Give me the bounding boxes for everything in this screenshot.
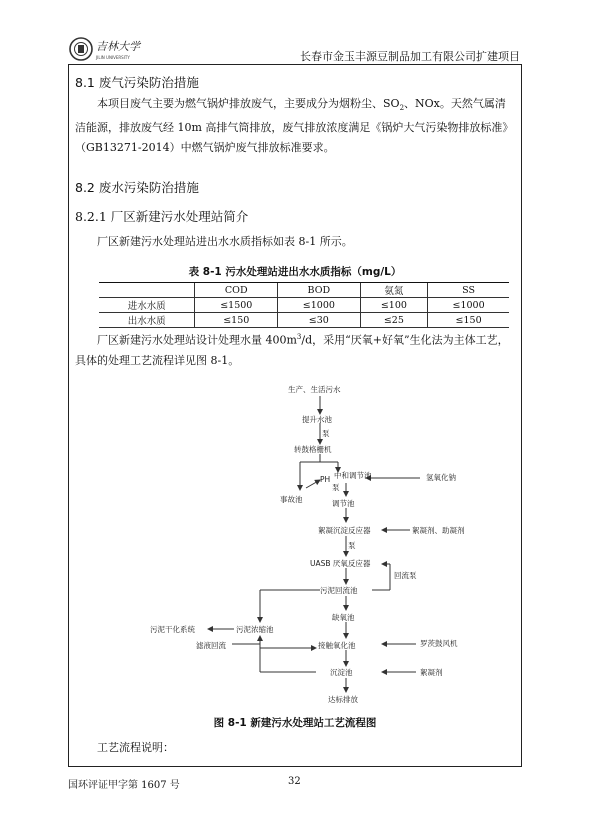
node-sludge-dry: 污泥干化系统 — [150, 625, 195, 634]
table-row — [99, 298, 509, 313]
node-accident: 事故池 — [280, 495, 303, 504]
node-settle: 沉淀池 — [330, 668, 353, 677]
table-cell: ≤100 — [360, 298, 428, 313]
section-8-1-title: 8.1 废气污染防治措施 — [75, 75, 199, 90]
node-discharge: 达标排放 — [328, 695, 358, 704]
node-coag-agent: 絮凝剂、助凝剂 — [412, 526, 465, 535]
table-cell: ≤150 — [195, 313, 278, 328]
table-header-cell: BOD — [278, 283, 361, 298]
node-anoxic: 缺氧池 — [332, 613, 355, 622]
table-cell: ≤1000 — [278, 298, 361, 313]
process-label: 工艺流程说明： — [97, 741, 174, 754]
table-cell: ≤1000 — [428, 298, 509, 313]
node-pump-1: 泵 — [322, 429, 330, 438]
section-8-2-1-paragraph: 厂区新建污水处理站进出水水质指标如表 8-1 所示。 — [97, 235, 353, 248]
table-cell: 进水水质 — [99, 298, 195, 313]
section-8-2-title: 8.2 废水污染防治措施 — [75, 180, 199, 195]
logo-subtext: JILIN UNIVERSITY — [96, 55, 130, 60]
table-cell: ≤1500 — [195, 298, 278, 313]
node-sludge-return: 污泥回流池 — [320, 586, 358, 595]
table-header-cell: 氨氮 — [360, 283, 428, 298]
table-cell: ≤25 — [360, 313, 428, 328]
footer-cert: 国环评证甲字第 1607 号 — [68, 780, 180, 791]
table-header-cell: COD — [195, 283, 278, 298]
process-flow-diagram — [120, 378, 490, 710]
node-blower: 罗茨鼓风机 — [420, 639, 458, 648]
node-screen: 转鼓格栅机 — [294, 445, 332, 454]
project-title: 长春市金玉丰源豆制品加工有限公司扩建项目 — [300, 50, 520, 63]
node-uasb: UASB 厌氧反应器 — [310, 559, 371, 568]
section-8-1-paragraph: 本项目废气主要为燃气锅炉排放废气，主要成分为烟粉尘、$SO_2$、NOx。天然气属清洁能源，排放废气经 10m 高排气筒排放，废气排放浓度满足《锅炉大气污染物排放标准》（GB13271-2014）中燃气锅炉废气排放标准要求。 — [75, 97, 514, 155]
table-cell: ≤30 — [278, 313, 361, 328]
table-header-cell — [99, 283, 195, 298]
page-number: 32 — [288, 776, 301, 787]
node-pump-2: 泵 — [332, 483, 340, 492]
node-coag: 絮凝沉淀反应器 — [318, 526, 371, 535]
node-equal: 调节池 — [332, 499, 355, 508]
table-row — [99, 313, 509, 328]
node-ph: PH — [320, 475, 331, 484]
node-return-pump: 回流泵 — [394, 571, 417, 580]
node-pump-3: 泵 — [348, 541, 356, 550]
node-lift: 提升水池 — [302, 415, 332, 424]
node-neutral: 中和调节池 — [334, 471, 372, 480]
node-floc: 絮凝剂 — [420, 668, 443, 677]
node-contact: 接触氧化池 — [318, 641, 356, 650]
table-cell: ≤150 — [428, 313, 509, 328]
table-header-row — [99, 283, 509, 298]
node-naoh: 氢氧化钠 — [426, 473, 456, 482]
table-cell: 出水水质 — [99, 313, 195, 328]
university-logo — [68, 36, 180, 62]
node-source: 生产、生活污水 — [288, 385, 341, 394]
node-filtrate: 滤液回流 — [196, 641, 226, 650]
section-8-2-1-title: 8.2.1 厂区新建污水处理站简介 — [75, 209, 249, 224]
table-header-cell: SS — [428, 283, 509, 298]
water-quality-table — [99, 282, 509, 328]
node-sludge-thick: 污泥浓缩池 — [236, 625, 274, 634]
figure-caption: 图 8-1 新建污水处理站工艺流程图 — [213, 717, 377, 729]
table-caption: 表 8-1 污水处理站进出水水质指标（mg/L） — [188, 266, 402, 278]
design-paragraph: 厂区新建污水处理站设计处理水量 $400m^3/d$，采用“厌氧+好氧”生化法为主体工艺，具体的处理工艺流程详见图 8-1。 — [75, 333, 509, 367]
logo-text: 吉林大学 — [96, 40, 140, 53]
